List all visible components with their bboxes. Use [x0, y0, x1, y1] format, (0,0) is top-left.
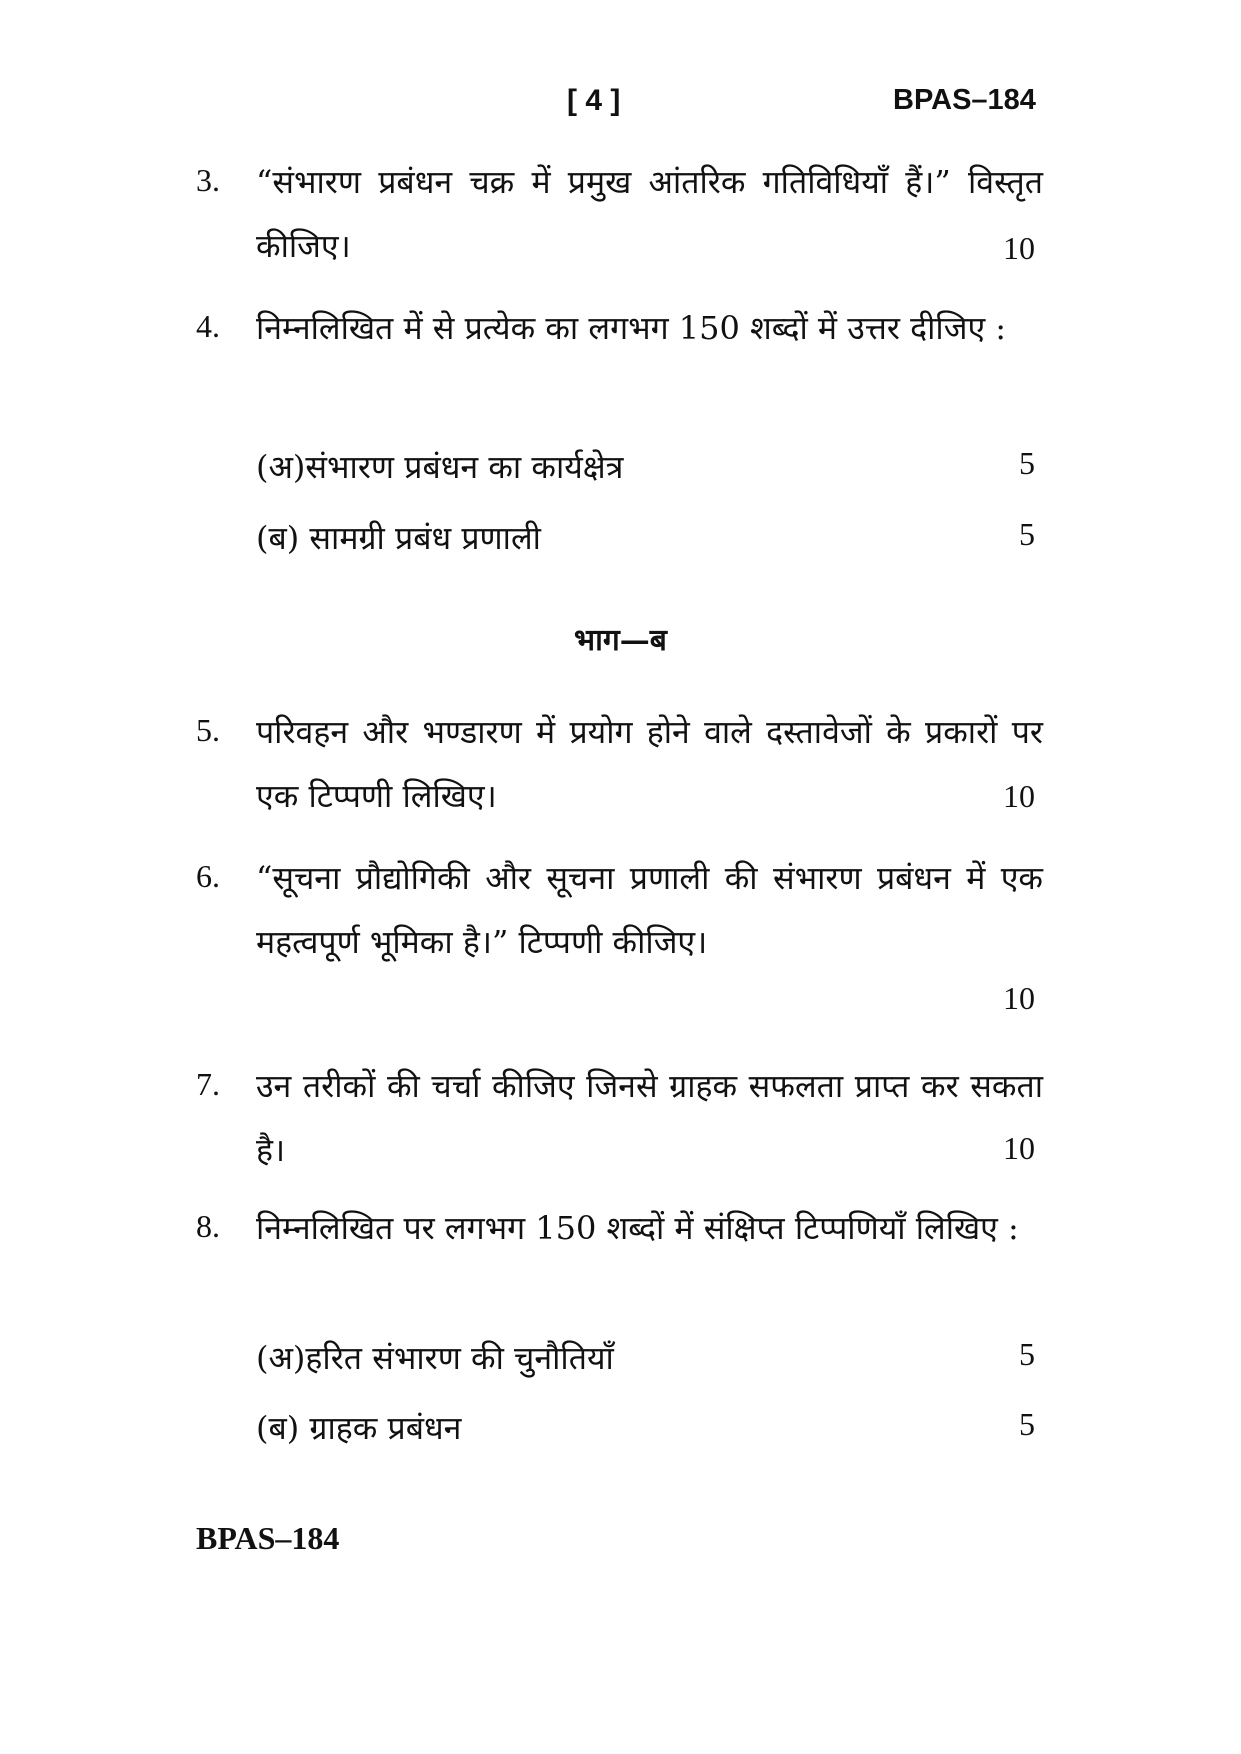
question-4 — [196, 296, 1043, 360]
sub-question-8a — [256, 1336, 1043, 1379]
question-number: 7. — [196, 1066, 220, 1102]
sub-question-marks: 5 — [1019, 1336, 1035, 1372]
question-number: 8. — [196, 1208, 220, 1244]
question-5 — [196, 700, 1043, 828]
sub-question-label: (ब) — [256, 1409, 300, 1447]
question-6 — [196, 846, 1043, 1016]
section-b-title: भाग—ब — [574, 623, 667, 658]
question-7 — [196, 1054, 1043, 1182]
question-marks: 10 — [1003, 980, 1035, 1016]
paper-code-footer: BPAS–184 — [196, 1520, 340, 1556]
question-8 — [196, 1196, 1043, 1260]
sub-question-text: सामग्री प्रबंध प्रणाली — [309, 519, 541, 557]
sub-question-marks: 5 — [1019, 445, 1035, 481]
question-number: 6. — [196, 858, 220, 894]
question-text: “संभारण प्रबंधन चक्र में प्रमुख आंतरिक गतिविधियाँ हैं।” विस्तृत कीजिए। — [256, 163, 1043, 265]
sub-question-4b — [256, 516, 1043, 559]
question-text: परिवहन और भण्डारण में प्रयोग होने वाले दस्तावेजों के प्रकारों पर एक टिप्पणी लिखिए। — [256, 713, 1043, 815]
question-text: उन तरीकों की चर्चा कीजिए जिनसे ग्राहक सफलता प्राप्त कर सकता है। — [256, 1067, 1043, 1169]
question-text: निम्नलिखित पर लगभग 150 शब्दों में संक्षिप्त टिप्पणियाँ लिखिए : — [256, 1209, 1019, 1247]
question-number: 3. — [196, 162, 220, 198]
question-text: “सूचना प्रौद्योगिकी और सूचना प्रणाली की संभारण प्रबंधन में एक महत्वपूर्ण भूमिका है।” टिप्पणी कीजिए। — [256, 859, 1043, 961]
question-text: निम्नलिखित में से प्रत्येक का लगभग 150 शब्दों में उत्तर दीजिए : — [256, 309, 1007, 347]
question-number: 4. — [196, 308, 220, 344]
sub-question-text: संभारण प्रबंधन का कार्यक्षेत्र — [305, 448, 624, 486]
sub-question-text: हरित संभारण की चुनौतियाँ — [305, 1339, 614, 1377]
question-3 — [196, 150, 1043, 278]
page-number: [ 4 ] — [567, 84, 621, 117]
sub-question-marks: 5 — [1019, 1406, 1035, 1442]
sub-question-marks: 5 — [1019, 516, 1035, 552]
question-marks: 10 — [1003, 230, 1035, 266]
question-marks: 10 — [1003, 1130, 1035, 1166]
sub-question-4a — [256, 445, 1043, 488]
question-number: 5. — [196, 712, 220, 748]
sub-question-label: (अ) — [256, 1339, 306, 1377]
sub-question-8b — [256, 1406, 1043, 1449]
sub-question-label: (अ) — [256, 448, 306, 486]
question-marks: 10 — [1003, 778, 1035, 814]
sub-question-text: ग्राहक प्रबंधन — [309, 1409, 462, 1447]
sub-question-label: (ब) — [256, 519, 300, 557]
paper-code-header: BPAS–184 — [893, 84, 1036, 116]
